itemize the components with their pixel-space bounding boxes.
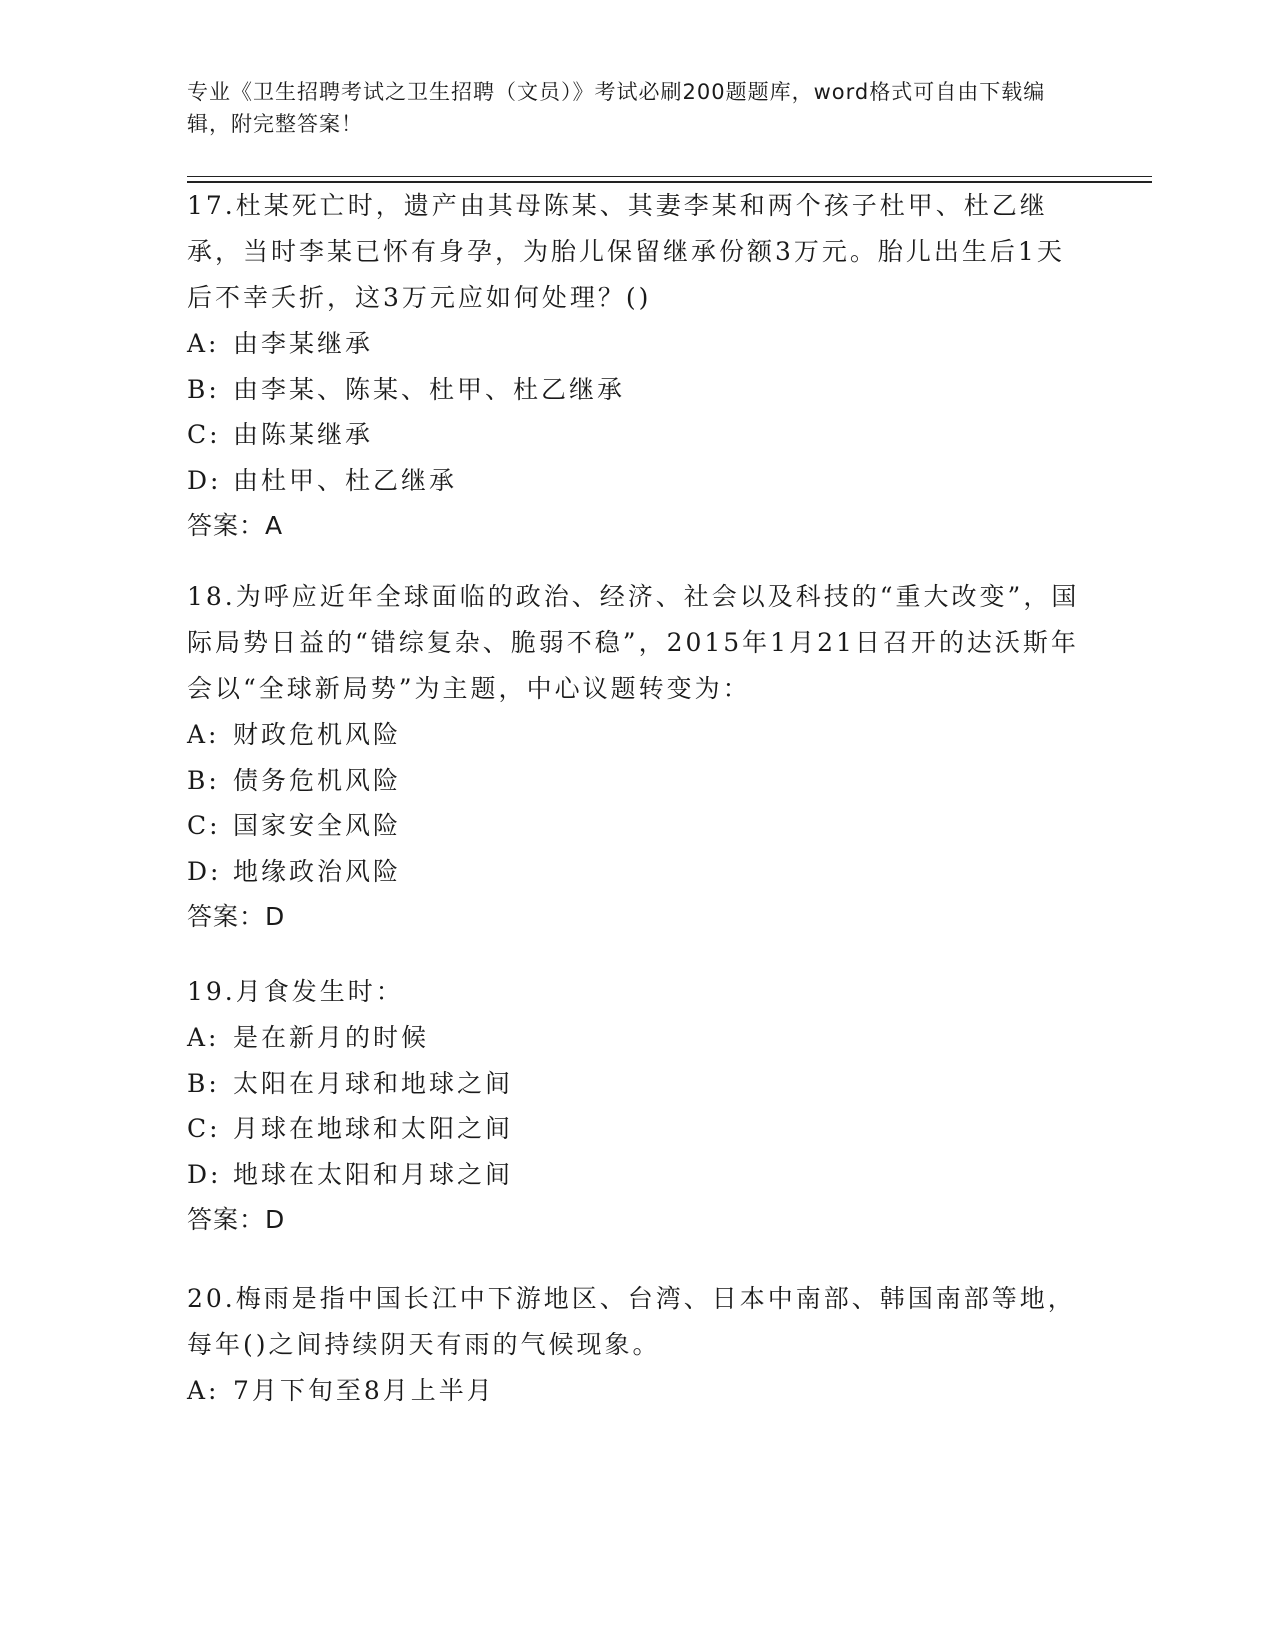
question-18: [187, 574, 1087, 940]
option-text: 由陈某继承: [233, 420, 374, 449]
option-text: 地球在太阳和月球之间: [233, 1159, 514, 1189]
option-c: [187, 412, 1087, 458]
answer-label: 答案：: [187, 511, 266, 540]
option-text: 是在新月的时候: [233, 1023, 430, 1052]
option-letter: C:: [187, 420, 221, 449]
question-body: 梅雨是指中国长江中下游地区、台湾、日本中南部、韩国南部等地，每年()之间持续阴天有雨的气候现象。: [187, 1284, 1076, 1359]
answer-line: [187, 1197, 1087, 1243]
question-text: [187, 574, 1087, 712]
option-text: 财政危机风险: [233, 720, 402, 749]
question-number: 17.: [187, 191, 236, 220]
option-text: 月球在地球和太阳之间: [233, 1114, 514, 1143]
question-text: [187, 969, 1087, 1015]
question-20: [187, 1276, 1087, 1414]
option-text: 由杜甲、杜乙继承: [233, 465, 458, 495]
option-text: 国家安全风险: [233, 811, 402, 840]
option-letter: D:: [187, 856, 222, 886]
header-divider-thin: [187, 176, 1152, 177]
option-text: 由李某、陈某、杜甲、杜乙继承: [233, 374, 626, 404]
question-17: [187, 183, 1087, 549]
answer-label: 答案：: [187, 902, 266, 931]
option-d: [187, 1152, 1087, 1198]
option-letter: B:: [187, 374, 220, 404]
answer-line: [187, 894, 1087, 940]
question-number: 18.: [187, 582, 236, 611]
question-body: 杜某死亡时，遗产由其母陈某、其妻李某和两个孩子杜甲、杜乙继承，当时李某已怀有身孕，为胎儿保留继承份额3万元。胎儿出生后1天后不幸夭折，这3万元应如何处理？(): [187, 191, 1065, 312]
question-body: 为呼应近年全球面临的政治、经济、社会以及科技的“重大改变”，国际局势日益的“错综复杂、脆弱不稳”，2015年1月21日召开的达沃斯年会以“全球新局势”为主题，中心议题转变为：: [187, 582, 1080, 703]
option-letter: A:: [187, 1376, 220, 1405]
option-b: [187, 367, 1087, 413]
answer-label: 答案：: [187, 1205, 266, 1234]
option-a: [187, 1368, 1087, 1414]
option-b: [187, 758, 1087, 804]
option-letter: B:: [187, 765, 220, 795]
option-letter: D:: [187, 1159, 222, 1189]
option-letter: A:: [187, 720, 220, 749]
answer-value: D: [265, 902, 286, 931]
option-b: [187, 1061, 1087, 1107]
question-text: [187, 183, 1087, 321]
option-c: [187, 803, 1087, 849]
option-text: 地缘政治风险: [233, 856, 402, 886]
option-text: 太阳在月球和地球之间: [233, 1068, 514, 1098]
question-19: [187, 969, 1087, 1243]
option-letter: C:: [187, 1114, 221, 1143]
document-header: 专业《卫生招聘考试之卫生招聘（文员）》考试必刷200题题库，word格式可自由下载编辑，附完整答案！: [187, 80, 1046, 136]
question-number: 19.: [187, 977, 236, 1006]
answer-line: [187, 503, 1087, 549]
option-letter: B:: [187, 1068, 220, 1098]
option-letter: C:: [187, 811, 221, 840]
answer-value: D: [265, 1205, 286, 1234]
answer-value: A: [265, 511, 284, 540]
option-text: 由李某继承: [233, 329, 374, 358]
option-a: [187, 321, 1087, 367]
option-letter: A:: [187, 329, 220, 358]
question-number: 20.: [187, 1284, 236, 1313]
option-c: [187, 1106, 1087, 1152]
option-a: [187, 712, 1087, 758]
option-text: 7月下旬至8月上半月: [233, 1376, 495, 1405]
option-d: [187, 458, 1087, 504]
option-d: [187, 849, 1087, 895]
question-text: [187, 1276, 1087, 1368]
option-a: [187, 1015, 1087, 1061]
option-text: 债务危机风险: [233, 765, 402, 795]
option-letter: A:: [187, 1023, 220, 1052]
option-letter: D:: [187, 465, 222, 495]
question-body: 月食发生时：: [235, 977, 404, 1006]
